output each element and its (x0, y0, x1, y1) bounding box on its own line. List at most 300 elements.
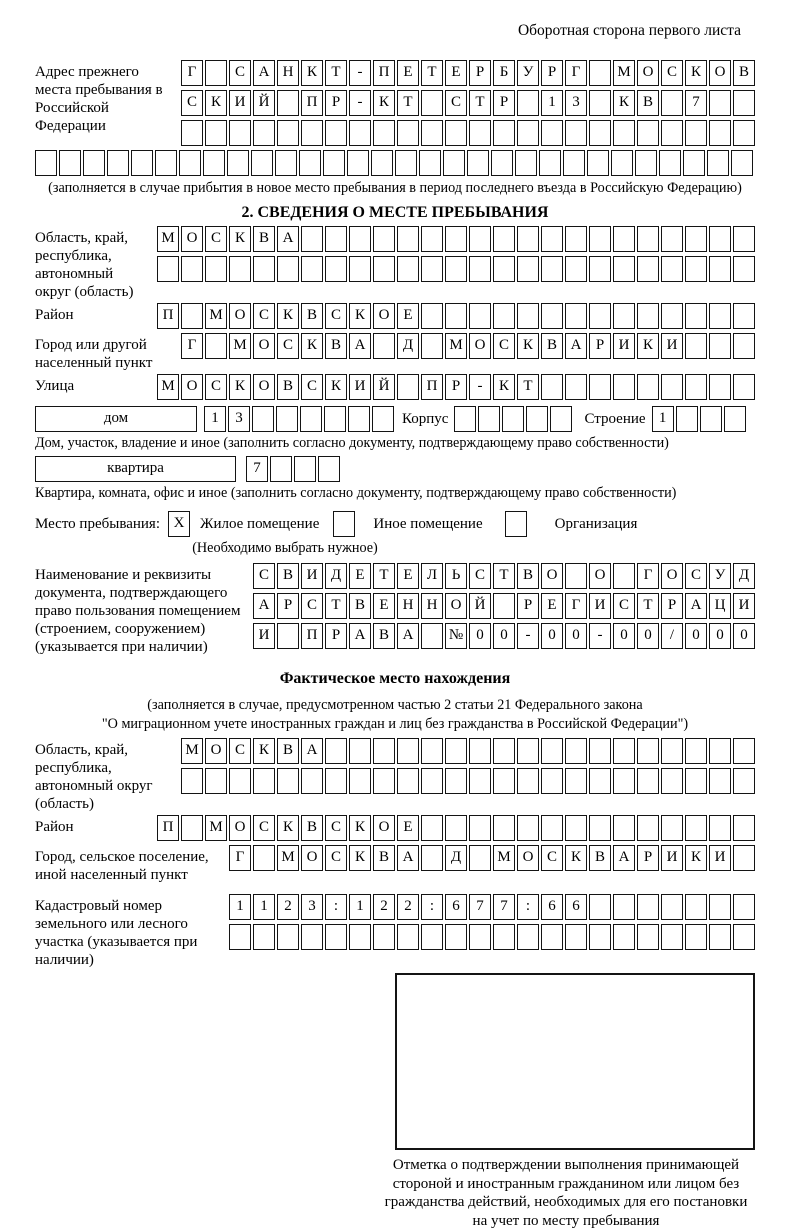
char-cell[interactable]: Г (565, 593, 587, 619)
char-cell[interactable] (683, 150, 705, 176)
char-cell[interactable]: 0 (613, 623, 635, 649)
char-cell[interactable]: Т (637, 593, 659, 619)
char-cell[interactable]: О (301, 845, 323, 871)
char-cell[interactable]: Т (325, 60, 347, 86)
char-cell[interactable] (445, 120, 467, 146)
char-cell[interactable]: О (661, 563, 683, 589)
char-cell[interactable]: В (277, 374, 299, 400)
char-cell[interactable] (733, 226, 755, 252)
char-cell[interactable] (469, 768, 491, 794)
char-cell[interactable]: 0 (685, 623, 707, 649)
char-cell[interactable]: 0 (637, 623, 659, 649)
char-cell[interactable] (637, 120, 659, 146)
char-cell[interactable] (294, 456, 316, 482)
char-cell[interactable] (469, 256, 491, 282)
char-cell[interactable] (349, 768, 371, 794)
char-cell[interactable] (277, 120, 299, 146)
char-cell[interactable] (541, 256, 563, 282)
char-cell[interactable] (589, 256, 611, 282)
char-cell[interactable] (550, 406, 572, 432)
char-cell[interactable]: Д (397, 333, 419, 359)
char-cell[interactable] (733, 738, 755, 764)
char-cell[interactable] (372, 406, 394, 432)
char-cell[interactable]: В (373, 845, 395, 871)
char-cell[interactable]: П (157, 303, 179, 329)
char-cell[interactable]: И (253, 623, 275, 649)
char-cell[interactable] (661, 90, 683, 116)
char-cell[interactable]: О (181, 374, 203, 400)
char-cell[interactable] (637, 256, 659, 282)
char-cell[interactable] (301, 226, 323, 252)
char-cell[interactable] (733, 256, 755, 282)
char-cell[interactable] (277, 768, 299, 794)
char-cell[interactable]: А (349, 623, 371, 649)
char-cell[interactable]: Т (325, 593, 347, 619)
char-cell[interactable] (613, 738, 635, 764)
char-cell[interactable] (253, 256, 275, 282)
char-cell[interactable] (205, 120, 227, 146)
char-cell[interactable] (517, 226, 539, 252)
char-cell[interactable]: К (301, 333, 323, 359)
char-cell[interactable]: П (301, 623, 323, 649)
char-cell[interactable] (589, 894, 611, 920)
char-cell[interactable] (203, 150, 225, 176)
char-cell[interactable]: А (349, 333, 371, 359)
char-cell[interactable]: Р (517, 593, 539, 619)
char-cell[interactable]: М (157, 226, 179, 252)
char-cell[interactable]: Е (541, 593, 563, 619)
char-cell[interactable]: Р (661, 593, 683, 619)
char-cell[interactable]: В (349, 593, 371, 619)
char-cell[interactable] (733, 845, 755, 871)
char-cell[interactable]: М (205, 303, 227, 329)
char-cell[interactable] (731, 150, 753, 176)
char-cell[interactable] (733, 120, 755, 146)
char-cell[interactable]: К (373, 90, 395, 116)
char-cell[interactable] (325, 768, 347, 794)
char-cell[interactable] (205, 768, 227, 794)
char-cell[interactable] (493, 226, 515, 252)
char-cell[interactable]: О (709, 60, 731, 86)
char-cell[interactable]: В (301, 303, 323, 329)
char-cell[interactable] (541, 738, 563, 764)
char-cell[interactable] (253, 768, 275, 794)
char-cell[interactable]: С (541, 845, 563, 871)
char-cell[interactable] (229, 924, 251, 950)
char-cell[interactable] (685, 924, 707, 950)
char-cell[interactable]: О (445, 593, 467, 619)
char-cell[interactable] (733, 333, 755, 359)
checkbox-residential[interactable]: X (168, 511, 190, 537)
char-cell[interactable] (301, 768, 323, 794)
char-cell[interactable] (709, 303, 731, 329)
char-cell[interactable]: С (277, 333, 299, 359)
char-cell[interactable] (733, 894, 755, 920)
char-cell[interactable] (707, 150, 729, 176)
char-cell[interactable] (469, 738, 491, 764)
char-cell[interactable] (589, 924, 611, 950)
char-cell[interactable] (276, 406, 298, 432)
char-cell[interactable] (397, 120, 419, 146)
char-cell[interactable] (661, 256, 683, 282)
char-cell[interactable]: М (277, 845, 299, 871)
char-cell[interactable] (565, 303, 587, 329)
char-cell[interactable] (397, 256, 419, 282)
char-cell[interactable]: 7 (685, 90, 707, 116)
char-cell[interactable]: К (325, 374, 347, 400)
char-cell[interactable] (613, 924, 635, 950)
char-cell[interactable]: Н (421, 593, 443, 619)
char-cell[interactable] (613, 374, 635, 400)
char-cell[interactable]: Р (469, 60, 491, 86)
char-cell[interactable]: : (517, 894, 539, 920)
char-cell[interactable] (325, 738, 347, 764)
char-cell[interactable]: Г (637, 563, 659, 589)
char-cell[interactable]: К (349, 815, 371, 841)
char-cell[interactable] (637, 768, 659, 794)
char-cell[interactable] (181, 303, 203, 329)
char-cell[interactable]: И (301, 563, 323, 589)
char-cell[interactable] (541, 120, 563, 146)
char-cell[interactable]: О (541, 563, 563, 589)
char-cell[interactable]: - (517, 623, 539, 649)
char-cell[interactable] (397, 924, 419, 950)
char-cell[interactable]: Т (493, 563, 515, 589)
char-cell[interactable]: № (445, 623, 467, 649)
char-cell[interactable] (349, 924, 371, 950)
char-cell[interactable]: - (349, 90, 371, 116)
char-cell[interactable]: А (253, 593, 275, 619)
char-cell[interactable] (421, 226, 443, 252)
char-cell[interactable]: Е (445, 60, 467, 86)
char-cell[interactable]: Е (397, 60, 419, 86)
char-cell[interactable] (493, 924, 515, 950)
char-cell[interactable] (301, 924, 323, 950)
char-cell[interactable]: О (373, 815, 395, 841)
char-cell[interactable] (157, 256, 179, 282)
char-cell[interactable] (421, 768, 443, 794)
char-cell[interactable] (685, 333, 707, 359)
char-cell[interactable] (709, 768, 731, 794)
char-cell[interactable]: Р (493, 90, 515, 116)
char-cell[interactable] (661, 924, 683, 950)
char-cell[interactable] (613, 563, 635, 589)
char-cell[interactable] (397, 768, 419, 794)
char-cell[interactable] (733, 303, 755, 329)
char-cell[interactable]: М (181, 738, 203, 764)
char-cell[interactable]: 1 (541, 90, 563, 116)
char-cell[interactable] (229, 120, 251, 146)
char-cell[interactable] (493, 303, 515, 329)
char-cell[interactable]: У (709, 563, 731, 589)
char-cell[interactable] (107, 150, 129, 176)
char-cell[interactable]: Г (229, 845, 251, 871)
char-cell[interactable] (613, 815, 635, 841)
char-cell[interactable] (277, 924, 299, 950)
char-cell[interactable]: И (229, 90, 251, 116)
char-cell[interactable] (421, 623, 443, 649)
char-cell[interactable] (517, 815, 539, 841)
char-cell[interactable] (709, 894, 731, 920)
checkbox-organization[interactable] (505, 511, 527, 537)
char-cell[interactable] (563, 150, 585, 176)
char-cell[interactable] (348, 406, 370, 432)
char-cell[interactable]: 1 (204, 406, 226, 432)
char-cell[interactable] (347, 150, 369, 176)
char-cell[interactable]: 3 (301, 894, 323, 920)
char-cell[interactable] (373, 768, 395, 794)
char-cell[interactable] (709, 90, 731, 116)
char-cell[interactable]: Р (277, 593, 299, 619)
char-cell[interactable] (661, 738, 683, 764)
char-cell[interactable] (493, 738, 515, 764)
char-cell[interactable] (253, 845, 275, 871)
char-cell[interactable] (517, 924, 539, 950)
char-cell[interactable] (613, 120, 635, 146)
char-cell[interactable] (589, 738, 611, 764)
char-cell[interactable]: С (229, 60, 251, 86)
char-cell[interactable] (502, 406, 524, 432)
char-cell[interactable] (515, 150, 537, 176)
char-cell[interactable]: К (349, 303, 371, 329)
char-cell[interactable]: К (301, 60, 323, 86)
char-cell[interactable]: П (157, 815, 179, 841)
char-cell[interactable] (181, 120, 203, 146)
char-cell[interactable] (541, 768, 563, 794)
char-cell[interactable] (349, 256, 371, 282)
char-cell[interactable]: В (277, 563, 299, 589)
char-cell[interactable]: О (253, 333, 275, 359)
char-cell[interactable] (421, 333, 443, 359)
char-cell[interactable]: М (157, 374, 179, 400)
char-cell[interactable] (301, 256, 323, 282)
char-cell[interactable] (181, 256, 203, 282)
char-cell[interactable]: К (229, 374, 251, 400)
char-cell[interactable]: В (517, 563, 539, 589)
char-cell[interactable] (325, 256, 347, 282)
char-cell[interactable] (373, 120, 395, 146)
char-cell[interactable]: М (205, 815, 227, 841)
char-cell[interactable]: А (565, 333, 587, 359)
char-cell[interactable] (613, 303, 635, 329)
char-cell[interactable] (733, 374, 755, 400)
char-cell[interactable] (445, 924, 467, 950)
char-cell[interactable]: И (709, 845, 731, 871)
char-cell[interactable]: К (685, 845, 707, 871)
char-cell[interactable] (685, 226, 707, 252)
char-cell[interactable]: О (637, 60, 659, 86)
char-cell[interactable]: 6 (541, 894, 563, 920)
char-cell[interactable] (589, 60, 611, 86)
char-cell[interactable] (637, 303, 659, 329)
char-cell[interactable]: Т (397, 90, 419, 116)
char-cell[interactable] (565, 120, 587, 146)
char-cell[interactable]: Д (733, 563, 755, 589)
char-cell[interactable] (469, 303, 491, 329)
char-cell[interactable] (229, 256, 251, 282)
char-cell[interactable]: Й (253, 90, 275, 116)
char-cell[interactable] (300, 406, 322, 432)
char-cell[interactable] (373, 333, 395, 359)
char-cell[interactable] (229, 768, 251, 794)
char-cell[interactable]: Е (397, 303, 419, 329)
char-cell[interactable]: А (253, 60, 275, 86)
char-cell[interactable]: 2 (397, 894, 419, 920)
char-cell[interactable]: Т (421, 60, 443, 86)
char-cell[interactable]: С (181, 90, 203, 116)
char-cell[interactable] (205, 333, 227, 359)
char-cell[interactable] (517, 738, 539, 764)
char-cell[interactable] (565, 226, 587, 252)
char-cell[interactable]: С (445, 90, 467, 116)
char-cell[interactable] (301, 120, 323, 146)
char-cell[interactable] (589, 120, 611, 146)
char-cell[interactable]: В (301, 815, 323, 841)
char-cell[interactable]: Д (445, 845, 467, 871)
char-cell[interactable] (589, 768, 611, 794)
char-cell[interactable]: Г (565, 60, 587, 86)
char-cell[interactable] (517, 256, 539, 282)
char-cell[interactable] (227, 150, 249, 176)
char-cell[interactable] (395, 150, 417, 176)
char-cell[interactable] (251, 150, 273, 176)
char-cell[interactable] (565, 738, 587, 764)
char-cell[interactable]: С (661, 60, 683, 86)
char-cell[interactable] (709, 333, 731, 359)
char-cell[interactable]: К (613, 90, 635, 116)
char-cell[interactable] (252, 406, 274, 432)
char-cell[interactable]: Н (397, 593, 419, 619)
char-cell[interactable] (611, 150, 633, 176)
char-cell[interactable] (421, 815, 443, 841)
char-cell[interactable]: О (589, 563, 611, 589)
char-cell[interactable]: 2 (373, 894, 395, 920)
char-cell[interactable] (325, 120, 347, 146)
char-cell[interactable] (724, 406, 746, 432)
char-cell[interactable]: К (205, 90, 227, 116)
char-cell[interactable] (349, 226, 371, 252)
char-cell[interactable]: - (589, 623, 611, 649)
char-cell[interactable]: : (421, 894, 443, 920)
char-cell[interactable]: В (373, 623, 395, 649)
char-cell[interactable] (493, 768, 515, 794)
char-cell[interactable]: Т (469, 90, 491, 116)
char-cell[interactable] (733, 768, 755, 794)
char-cell[interactable] (635, 150, 657, 176)
char-cell[interactable] (275, 150, 297, 176)
char-cell[interactable]: О (181, 226, 203, 252)
char-cell[interactable]: П (301, 90, 323, 116)
char-cell[interactable]: Л (421, 563, 443, 589)
char-cell[interactable] (541, 924, 563, 950)
char-cell[interactable]: С (325, 845, 347, 871)
char-cell[interactable] (493, 120, 515, 146)
char-cell[interactable]: 0 (493, 623, 515, 649)
char-cell[interactable] (469, 226, 491, 252)
char-cell[interactable]: С (301, 593, 323, 619)
char-cell[interactable] (661, 374, 683, 400)
char-cell[interactable]: Т (373, 563, 395, 589)
char-cell[interactable] (589, 303, 611, 329)
char-cell[interactable]: Е (349, 563, 371, 589)
char-cell[interactable]: А (397, 623, 419, 649)
char-cell[interactable] (445, 738, 467, 764)
char-cell[interactable]: О (517, 845, 539, 871)
char-cell[interactable] (565, 374, 587, 400)
char-cell[interactable] (589, 374, 611, 400)
char-cell[interactable] (179, 150, 201, 176)
char-cell[interactable] (733, 815, 755, 841)
char-cell[interactable]: 0 (709, 623, 731, 649)
char-cell[interactable] (373, 226, 395, 252)
char-cell[interactable] (445, 768, 467, 794)
char-cell[interactable]: 7 (493, 894, 515, 920)
char-cell[interactable] (421, 303, 443, 329)
char-cell[interactable]: 1 (253, 894, 275, 920)
char-cell[interactable] (205, 60, 227, 86)
char-cell[interactable]: 0 (541, 623, 563, 649)
char-cell[interactable]: Г (181, 60, 203, 86)
char-cell[interactable] (277, 256, 299, 282)
char-cell[interactable] (517, 768, 539, 794)
char-cell[interactable] (454, 406, 476, 432)
char-cell[interactable] (709, 815, 731, 841)
char-cell[interactable] (661, 303, 683, 329)
char-cell[interactable]: О (253, 374, 275, 400)
char-cell[interactable]: 0 (565, 623, 587, 649)
char-cell[interactable]: И (589, 593, 611, 619)
char-cell[interactable] (517, 120, 539, 146)
char-cell[interactable] (637, 894, 659, 920)
char-cell[interactable] (709, 374, 731, 400)
char-cell[interactable] (661, 815, 683, 841)
kvartira-box[interactable]: квартира (35, 456, 236, 482)
char-cell[interactable] (517, 90, 539, 116)
char-cell[interactable]: М (493, 845, 515, 871)
char-cell[interactable]: М (229, 333, 251, 359)
char-cell[interactable] (565, 815, 587, 841)
char-cell[interactable] (443, 150, 465, 176)
char-cell[interactable] (421, 924, 443, 950)
char-cell[interactable]: С (325, 815, 347, 841)
char-cell[interactable] (371, 150, 393, 176)
char-cell[interactable]: 6 (565, 894, 587, 920)
char-cell[interactable] (517, 303, 539, 329)
char-cell[interactable]: - (469, 374, 491, 400)
char-cell[interactable] (637, 924, 659, 950)
char-cell[interactable]: Т (517, 374, 539, 400)
char-cell[interactable] (709, 924, 731, 950)
char-cell[interactable]: О (229, 815, 251, 841)
char-cell[interactable] (637, 374, 659, 400)
char-cell[interactable] (325, 226, 347, 252)
char-cell[interactable] (637, 226, 659, 252)
char-cell[interactable] (253, 924, 275, 950)
char-cell[interactable]: А (397, 845, 419, 871)
char-cell[interactable] (421, 120, 443, 146)
char-cell[interactable] (323, 150, 345, 176)
char-cell[interactable]: Р (325, 623, 347, 649)
char-cell[interactable]: С (301, 374, 323, 400)
char-cell[interactable]: В (637, 90, 659, 116)
char-cell[interactable] (299, 150, 321, 176)
char-cell[interactable] (613, 256, 635, 282)
char-cell[interactable] (539, 150, 561, 176)
char-cell[interactable] (541, 303, 563, 329)
char-cell[interactable] (541, 815, 563, 841)
char-cell[interactable]: Е (397, 815, 419, 841)
char-cell[interactable]: И (613, 333, 635, 359)
